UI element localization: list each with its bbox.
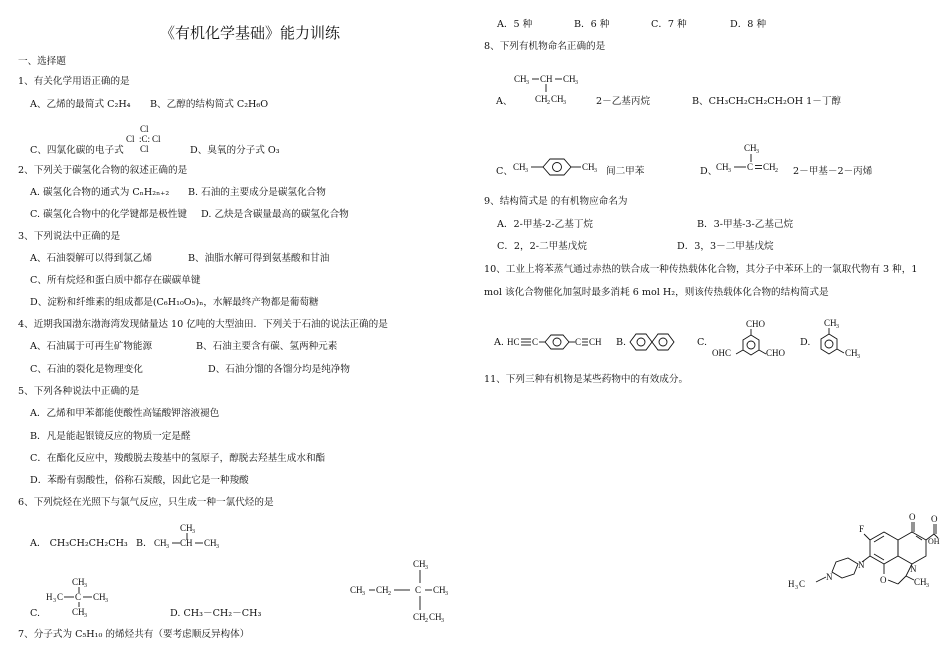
svg-text:Cl: Cl — [126, 134, 135, 144]
q8-option-a-label: A、 — [496, 96, 513, 107]
svg-text:2: 2 — [775, 168, 778, 174]
q9-stem: 9、结构简式是 的有机物应命名为 — [484, 196, 628, 207]
svg-text:OH: OH — [928, 537, 940, 546]
svg-text:CH: CH — [429, 612, 442, 622]
svg-text:CH: CH — [93, 592, 106, 602]
q6-stem: 6、下列烷烃在光照下与氯气反应，只生成一种一氯代烃的是 — [18, 497, 274, 508]
q4-stem: 4、近期我国渤东渤海湾发现储量达 10 亿吨的大型油田．下列关于石油的说法正确的是 — [18, 319, 388, 330]
svg-text:CH: CH — [551, 94, 564, 104]
q10-option-b: B. — [616, 337, 627, 348]
q1-option-d: D、臭氧的分子式 O₃ — [190, 145, 280, 156]
q8-option-d-label: D、 — [700, 166, 718, 177]
svg-text:3: 3 — [53, 598, 56, 604]
q6-option-b: B． — [136, 538, 153, 549]
svg-text:CH: CH — [582, 162, 595, 172]
svg-text:CH: CH — [72, 607, 85, 617]
svg-text:C: C — [575, 337, 582, 347]
svg-text:CH: CH — [540, 74, 553, 84]
svg-text:Cl: Cl — [152, 134, 161, 144]
q9-option-a: A．2-甲基-2-乙基丁烷 — [497, 219, 594, 230]
svg-text:2: 2 — [388, 591, 391, 597]
q8-a-structure — [512, 70, 592, 110]
diethynylbenzene-structure — [505, 328, 605, 354]
q5-option-a: A．乙烯和甲苯都能使酸性高锰酸钾溶液褪色 — [30, 408, 220, 419]
svg-text:CH: CH — [563, 74, 576, 84]
ofloxacin-structure — [782, 510, 942, 592]
svg-text:CH: CH — [433, 585, 446, 595]
q6-option-d: D. CH₃－CH₂－CH₃ — [170, 608, 262, 619]
q1-option-c: C、四氯化碳的电子式 — [30, 145, 124, 156]
svg-text:CH: CH — [716, 162, 729, 172]
svg-text:CH: CH — [350, 585, 363, 595]
svg-text:3: 3 — [594, 168, 597, 174]
q2-option-b: B. 石油的主要成分是碳氢化合物 — [188, 187, 326, 198]
svg-text:CH: CH — [180, 523, 193, 533]
svg-text:CH: CH — [535, 94, 548, 104]
svg-text:CH: CH — [413, 559, 426, 569]
biphenyl-structure — [628, 329, 678, 355]
q6-option-c: C. — [30, 608, 41, 619]
svg-text:CH: CH — [154, 538, 167, 548]
svg-text:C: C — [532, 337, 539, 347]
neopentane-structure — [44, 575, 124, 619]
svg-text:CH: CH — [514, 74, 527, 84]
q3-option-a: A、石油裂解可以得到氯乙烯 — [30, 253, 153, 264]
q3-option-c: C、所有烷烃和蛋白质中都存在碳碳单键 — [30, 275, 201, 286]
svg-text:N: N — [858, 560, 865, 570]
q7-stem: 7、分子式为 C₅H₁₀ 的烯烃共有（要考虑顺反异构体） — [18, 629, 250, 640]
svg-text:3: 3 — [795, 585, 798, 591]
svg-text:CH: CH — [204, 538, 217, 548]
svg-text:OHC: OHC — [712, 348, 732, 358]
svg-text:CH: CH — [413, 612, 426, 622]
q3-stem: 3、下列说法中正确的是 — [18, 231, 121, 242]
q4-option-c: C、石油的裂化是物理变化 — [30, 364, 143, 375]
q8-d-structure — [714, 140, 794, 180]
svg-text:C: C — [799, 579, 806, 589]
svg-text:3: 3 — [728, 168, 731, 174]
q7-option-d: D．8 种 — [730, 19, 767, 30]
isobutane-structure — [152, 522, 232, 550]
q3-option-d: D、淀粉和纤维素的组成都是(C₆H₁₀O₅)ₙ，水解最终产物都是葡萄糖 — [30, 297, 319, 308]
svg-text:Cl: Cl — [140, 144, 149, 154]
svg-text:3: 3 — [105, 598, 108, 604]
svg-text:CH: CH — [744, 143, 757, 153]
q11-stem: 11、下列三种有机物是某些药物中的有效成分。 — [484, 374, 689, 385]
q4-option-b: B、石油主要含有碳、氢两种元素 — [196, 341, 338, 352]
q10-option-a: A. — [494, 337, 504, 348]
svg-text:3: 3 — [926, 583, 929, 589]
q5-option-d: D．苯酚有弱酸性，俗称石炭酸，因此它是一种羧酸 — [30, 475, 249, 486]
q6-option-a: A． CH₃CH₂CH₂CH₃ — [30, 538, 128, 549]
ccl4-electron-structure — [124, 124, 164, 156]
svg-text:3: 3 — [445, 591, 448, 597]
q1-option-a: A、乙烯的最简式 C₂H₄ — [30, 99, 131, 110]
q8-c-structure — [511, 152, 607, 182]
triethyl-structure — [348, 556, 458, 626]
q8-stem: 8、下列有机物命名正确的是 — [484, 41, 606, 52]
q10-stem-line1: 10、工业上将苯蒸气通过赤热的铁合成一种传热载体化合物，其分子中苯环上的一氯取代物有 3 种，1 — [484, 264, 918, 275]
q7-option-b: B．6 种 — [574, 19, 610, 30]
svg-text:O: O — [931, 514, 938, 524]
svg-text:HC: HC — [507, 337, 520, 347]
q5-option-c: C．在酯化反应中，羧酸脱去羧基中的氢原子，醇脱去羟基生成水和酯 — [30, 453, 326, 464]
svg-text:3: 3 — [857, 354, 860, 359]
q2-option-d: D. 乙炔是含碳量最高的碳氢化合物 — [201, 209, 349, 220]
svg-text::C:: :C: — [139, 134, 151, 144]
svg-text:CH: CH — [376, 585, 389, 595]
svg-text:CH: CH — [513, 162, 526, 172]
svg-text:N: N — [910, 564, 917, 574]
q10-option-c: C. — [697, 337, 708, 348]
svg-text:CHO: CHO — [766, 348, 786, 358]
svg-text:3: 3 — [425, 565, 428, 571]
svg-text:Cl: Cl — [140, 124, 149, 134]
svg-text:3: 3 — [836, 324, 839, 330]
q8-option-d-name: 2－甲基－2－丙烯 — [793, 166, 873, 177]
q2-option-a: A. 碳氢化合物的通式为 CₙH₂ₙ₊₂ — [30, 187, 170, 198]
q8-option-b: B、CH₃CH₂CH₂CH₂OH 1－丁醇 — [692, 96, 842, 107]
svg-text:CH: CH — [824, 318, 837, 328]
q4-option-d: D、石油分馏的各馏分均是纯净物 — [208, 364, 351, 375]
svg-text:3: 3 — [166, 544, 169, 550]
q8-option-c-name: 间二甲苯 — [606, 166, 645, 177]
q3-option-b: B、油脂水解可得到氨基酸和甘油 — [188, 253, 330, 264]
svg-text:3: 3 — [563, 100, 566, 106]
svg-text:3: 3 — [525, 168, 528, 174]
svg-text:H: H — [788, 579, 795, 589]
svg-text:CH: CH — [180, 538, 193, 548]
svg-text:2: 2 — [425, 618, 428, 624]
q1-option-b: B、乙醇的结构简式 C₂H₆O — [150, 99, 269, 110]
section-heading: 一、选择题 — [18, 56, 66, 67]
q8-option-c-label: C、 — [496, 166, 513, 177]
svg-text:C: C — [57, 592, 64, 602]
svg-text:3: 3 — [756, 149, 759, 155]
m-xylene-structure — [810, 317, 870, 359]
svg-text:3: 3 — [362, 591, 365, 597]
svg-text:3: 3 — [441, 618, 444, 624]
svg-text:3: 3 — [575, 80, 578, 86]
q9-option-d: D．3，3－二甲基戊烷 — [677, 241, 774, 252]
benzenetricarbaldehyde-structure — [710, 316, 790, 360]
svg-text:CH: CH — [72, 577, 85, 587]
svg-text:CH: CH — [589, 337, 602, 347]
svg-text:N: N — [826, 572, 833, 582]
q8-option-a-name: 2－乙基丙烷 — [596, 96, 651, 107]
svg-text:C: C — [415, 585, 422, 595]
svg-text:F: F — [859, 524, 865, 534]
svg-text:3: 3 — [526, 80, 529, 86]
q2-stem: 2、下列关于碳氢化合物的叙述正确的是 — [18, 165, 188, 176]
q10-option-d: D. — [800, 337, 811, 348]
svg-text:O: O — [909, 512, 916, 522]
svg-text:CH: CH — [845, 348, 858, 358]
svg-text:H: H — [46, 592, 53, 602]
q4-option-a: A、石油属于可再生矿物能源 — [30, 341, 153, 352]
q9-option-c: C．2，2-二甲基戊烷 — [497, 241, 587, 252]
svg-text:3: 3 — [216, 544, 219, 550]
svg-text:3: 3 — [84, 613, 87, 619]
svg-text:CHO: CHO — [746, 319, 766, 329]
page-title: 《有机化学基础》能力训练 — [160, 24, 341, 42]
q1-stem: 1、有关化学用语正确的是 — [18, 76, 130, 87]
q9-option-b: B．3-甲基-3-乙基己烷 — [697, 219, 794, 230]
svg-text:3: 3 — [84, 583, 87, 589]
svg-text:3: 3 — [192, 529, 195, 535]
svg-text:CH: CH — [914, 577, 927, 587]
svg-text:2: 2 — [547, 100, 550, 106]
svg-text:C: C — [747, 162, 754, 172]
svg-text:CH: CH — [763, 162, 776, 172]
q7-option-c: C．7 种 — [651, 19, 687, 30]
q5-stem: 5、下列各种说法中正确的是 — [18, 386, 140, 397]
svg-text:O: O — [880, 575, 887, 585]
q2-option-c: C. 碳氢化合物中的化学键都是极性键 — [30, 209, 188, 220]
svg-text:C: C — [75, 592, 82, 602]
q5-option-b: B．凡是能起银镜反应的物质一定是醛 — [30, 431, 191, 442]
q7-option-a: A．5 种 — [497, 19, 533, 30]
q10-stem-line2: mol 该化合物催化加氢时最多消耗 6 mol H₂，则该传热载体化合物的结构简式是 — [484, 287, 829, 298]
